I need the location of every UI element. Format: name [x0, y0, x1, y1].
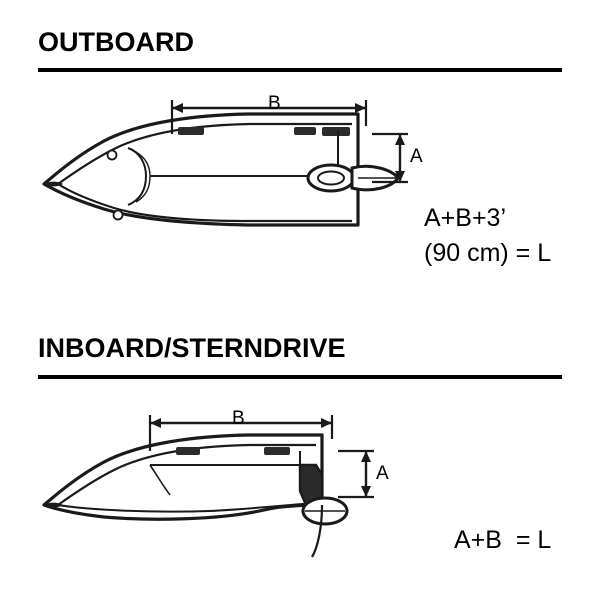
dimension-a-inboard	[338, 451, 374, 497]
formula-inboard-line1: A+B = L	[454, 526, 552, 554]
section-inboard	[0, 305, 600, 600]
dimension-label-a-inboard: A	[376, 463, 389, 484]
dimension-label-b-outboard: B	[268, 93, 281, 114]
dimension-label-b-inboard: B	[232, 408, 245, 429]
formula-outboard-line1: A+B+3’	[424, 204, 507, 232]
outboard-engine	[308, 165, 398, 191]
section-title-outboard: OUTBOARD	[38, 27, 194, 57]
dimension-label-a-outboard: A	[410, 146, 423, 167]
section-title-inboard: INBOARD/STERNDRIVE	[38, 333, 346, 363]
formula-outboard-line2: (90 cm) = L	[424, 239, 552, 267]
inboard-hull-drawing	[0, 305, 600, 600]
